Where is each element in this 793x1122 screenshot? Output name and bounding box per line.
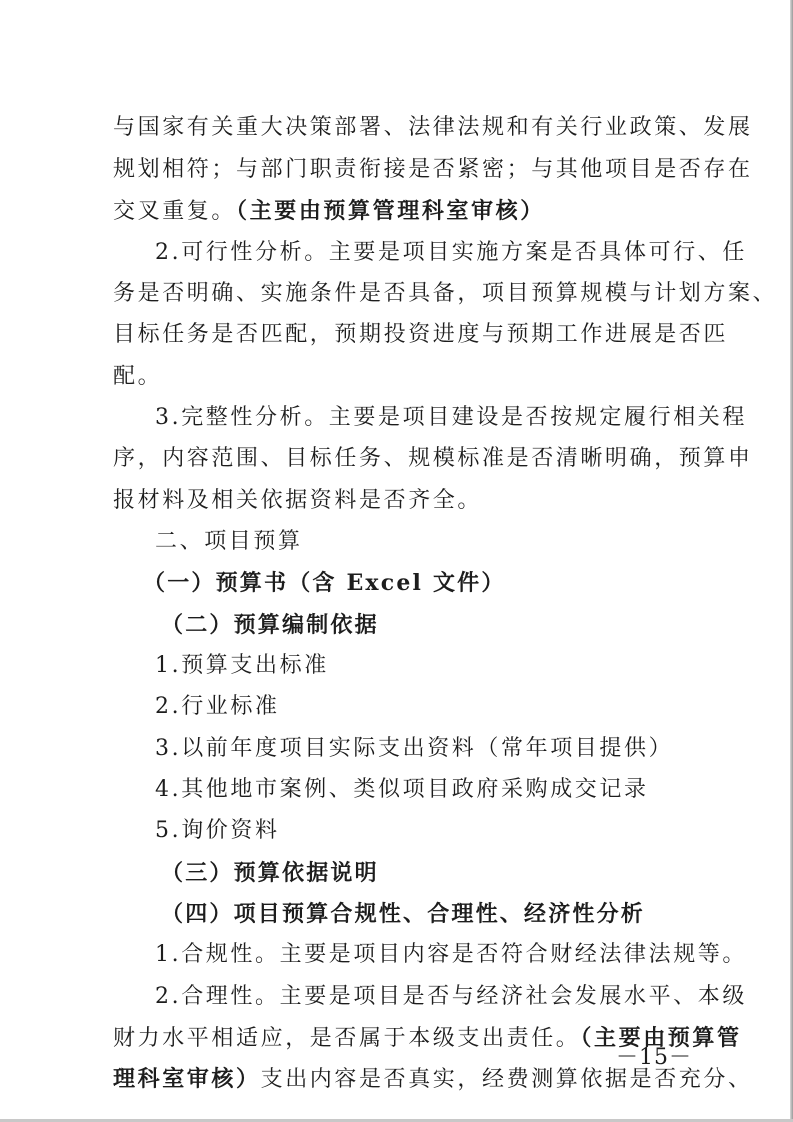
paragraph-line: 财力水平相适应，是否属于本级支出责任。（主要由预算管 xyxy=(113,1025,742,1051)
list-item: 2.行业标准 xyxy=(155,694,280,719)
list-item: 5.询价资料 xyxy=(155,818,280,843)
reviewer-note: 理科室审核） xyxy=(113,1066,261,1092)
section-heading: 二、项目预算 xyxy=(155,529,303,554)
paragraph-line: 报材料及相关依据资料是否齐全。 xyxy=(113,488,483,513)
paragraph-line: 配。 xyxy=(113,364,163,389)
paragraph-line: 3.完整性分析。主要是项目建设是否按规定履行相关程 xyxy=(155,405,747,430)
paragraph-line: 2.可行性分析。主要是项目实施方案是否具体可行、任 xyxy=(155,240,747,265)
paragraph-line: 目标任务是否匹配，预期投资进度与预期工作进展是否匹 xyxy=(113,322,729,347)
page-number: －15－ xyxy=(616,1045,692,1070)
list-item: 1.预算支出标准 xyxy=(155,653,329,678)
list-item: 3.以前年度项目实际支出资料（常年项目提供） xyxy=(155,736,674,761)
subsection-heading: （三）预算依据说明 xyxy=(161,860,379,886)
list-item: 4.其他地市案例、类似项目政府采购成交记录 xyxy=(155,777,649,802)
reviewer-note: （主要由预算管 xyxy=(580,1025,742,1051)
paragraph-line: 1.合规性。主要是项目内容是否符合财经法律法规等。 xyxy=(155,942,747,967)
paragraph-line: 规划相符；与部门职责衔接是否紧密；与其他项目是否存在 xyxy=(113,157,753,182)
paragraph-line: 与国家有关重大决策部署、法律法规和有关行业政策、发展 xyxy=(113,115,753,140)
subsection-heading: （四）项目预算合规性、合理性、经济性分析 xyxy=(161,901,646,927)
paragraph-line: 序，内容范围、目标任务、规模标准是否清晰明确，预算申 xyxy=(113,446,753,471)
paragraph-line: 2.合理性。主要是项目是否与经济社会发展水平、本级 xyxy=(155,984,747,1009)
subsection-heading: （二）预算编制依据 xyxy=(161,612,379,638)
paragraph-line: 务是否明确、实施条件是否具备，项目预算规模与计划方案、 xyxy=(113,281,778,306)
subsection-heading: （一）预算书（含 Excel 文件） xyxy=(143,570,506,596)
paragraph-line: 理科室审核）支出内容是否真实，经费测算依据是否充分、 xyxy=(113,1066,753,1092)
reviewer-note: （主要由预算管理科室审核） xyxy=(236,198,545,224)
paragraph-line: 交叉重复。（主要由预算管理科室审核） xyxy=(113,198,545,224)
